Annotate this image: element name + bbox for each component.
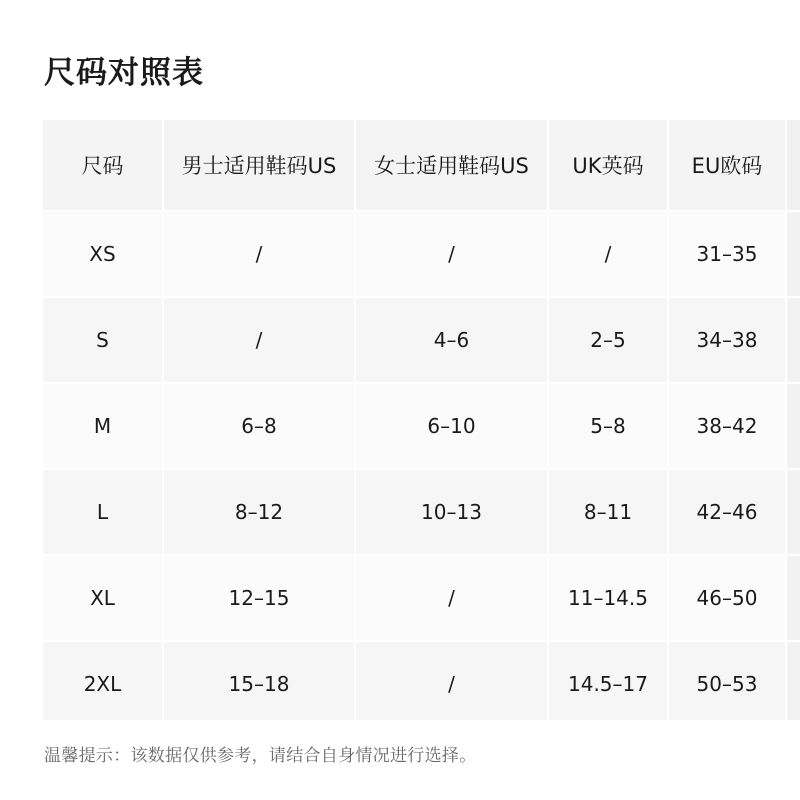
cell-uk: / <box>548 211 668 297</box>
cell-uk: 8–11 <box>548 469 668 555</box>
cell-women-us: / <box>355 641 548 720</box>
header-eu: EU欧码 <box>668 120 786 211</box>
cell-cut-off <box>786 211 800 297</box>
cell-size: XL <box>43 555 163 641</box>
table-row <box>43 211 800 297</box>
table-header-row <box>43 120 800 211</box>
cell-uk: 11–14.5 <box>548 555 668 641</box>
cell-men-us: 12–15 <box>163 555 355 641</box>
cell-cut-off <box>786 469 800 555</box>
header-size: 尺码 <box>43 120 163 211</box>
cell-cut-off <box>786 641 800 720</box>
size-table <box>43 120 800 720</box>
header-women-us: 女士适用鞋码US <box>355 120 548 211</box>
cell-women-us: 10–13 <box>355 469 548 555</box>
cell-eu: 34–38 <box>668 297 786 383</box>
cell-cut-off <box>786 383 800 469</box>
cell-uk: 14.5–17 <box>548 641 668 720</box>
cell-size: XS <box>43 211 163 297</box>
cell-men-us: 15–18 <box>163 641 355 720</box>
cell-men-us: / <box>163 297 355 383</box>
cell-size: M <box>43 383 163 469</box>
cell-cut-off <box>786 297 800 383</box>
cell-women-us: 6–10 <box>355 383 548 469</box>
table-row <box>43 641 800 720</box>
cell-men-us: 8–12 <box>163 469 355 555</box>
size-table-container <box>43 120 800 720</box>
cell-eu: 50–53 <box>668 641 786 720</box>
disclaimer-note: 温馨提示：该数据仅供参考，请结合自身情况进行选择。 <box>44 746 477 766</box>
cell-men-us: 6–8 <box>163 383 355 469</box>
cell-eu: 38–42 <box>668 383 786 469</box>
cell-women-us: 4–6 <box>355 297 548 383</box>
cell-uk: 2–5 <box>548 297 668 383</box>
page-title: 尺码对照表 <box>44 55 204 91</box>
table-row <box>43 383 800 469</box>
table-row <box>43 297 800 383</box>
cell-women-us: / <box>355 211 548 297</box>
cell-size: S <box>43 297 163 383</box>
cell-size: L <box>43 469 163 555</box>
cell-men-us: / <box>163 211 355 297</box>
header-men-us: 男士适用鞋码US <box>163 120 355 211</box>
cell-eu: 31–35 <box>668 211 786 297</box>
table-row <box>43 555 800 641</box>
cell-size: 2XL <box>43 641 163 720</box>
cell-cut-off <box>786 555 800 641</box>
header-uk: UK英码 <box>548 120 668 211</box>
cell-eu: 46–50 <box>668 555 786 641</box>
header-cut-off <box>786 120 800 211</box>
cell-women-us: / <box>355 555 548 641</box>
cell-eu: 42–46 <box>668 469 786 555</box>
table-row <box>43 469 800 555</box>
cell-uk: 5–8 <box>548 383 668 469</box>
